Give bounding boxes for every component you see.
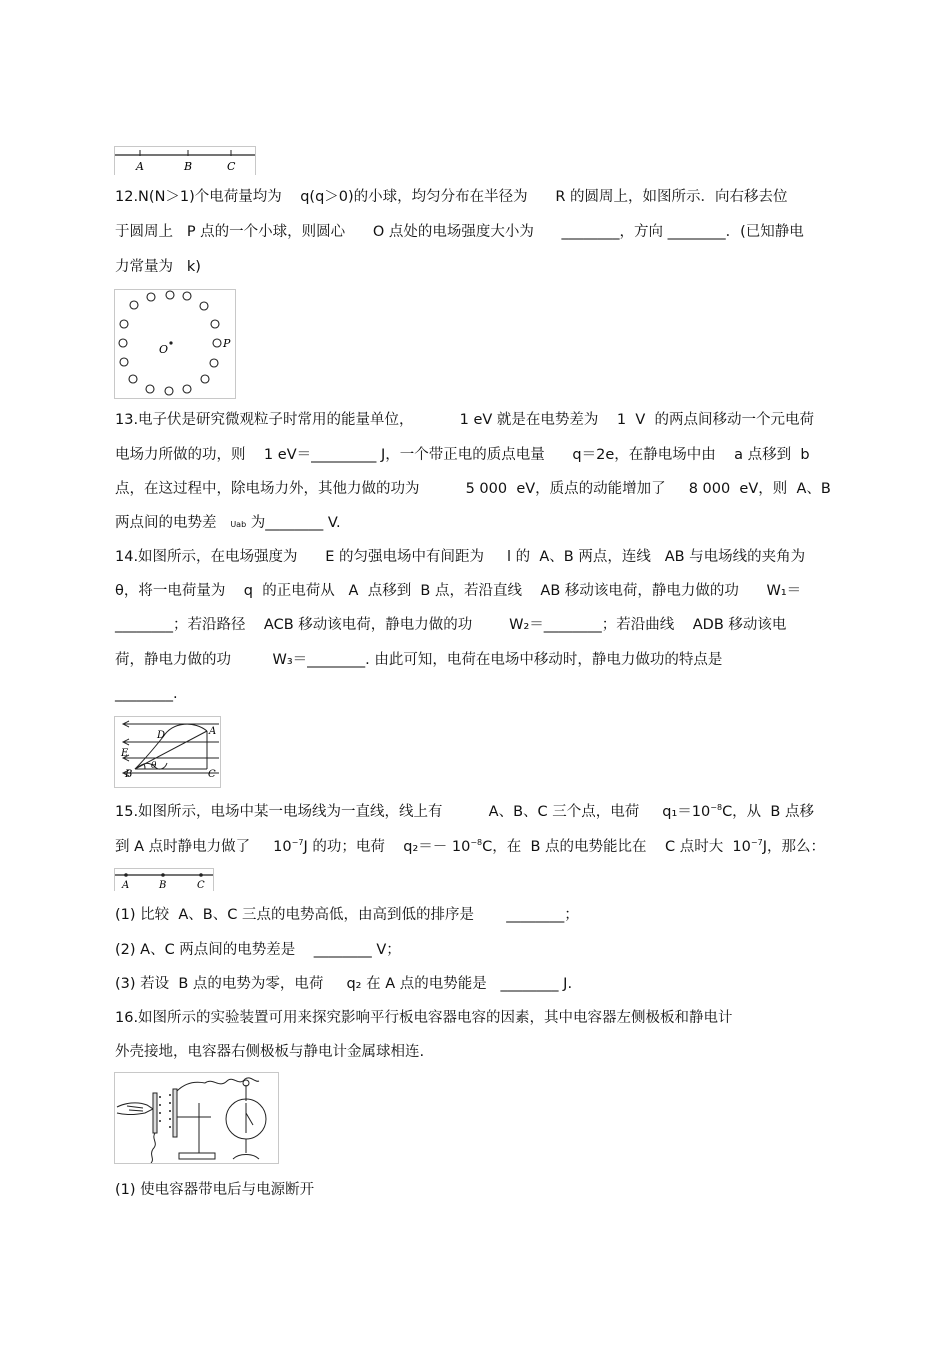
point-label-p: P [223,337,231,350]
q12-line2: 于圆周上 P 点的一个小球，则圆心 O 点处的电场强度大小为 ________，方向 ________．(已知静电 [115,224,804,240]
label-c: C [197,880,205,891]
label-e: E [121,748,129,759]
q15-line2-text-d: J，那么： [762,839,825,855]
label-a: A [122,880,130,891]
label-a: A [136,160,144,173]
q16-line2: 外壳接地，电容器右侧极板与静电计金属球相连. [115,1044,425,1060]
q12-line3: 力常量为 k) [115,259,201,275]
label-theta: θ [151,761,157,771]
q15-sub1: (1) 比较 A、B、C 三点的电势高低，由高到低的排序是 ________； [115,907,579,923]
q16-sub1: (1) 使电容器带电后与电源断开 [115,1182,315,1198]
figure-line-abc [114,868,214,891]
q13-line1: 13.电子伏是研究微观粒子时常用的能量单位， 1 eV 就是在电势差为 1 V 的两点间移动一个元电荷 [115,412,814,428]
uniform-field-diagram [115,717,220,787]
figure-uniform-field [114,716,221,788]
exponent: −8 [470,838,483,848]
q13-line4-post: 为________ V. [246,515,341,531]
uab-subscript: Uab [230,520,247,529]
exponent: −8 [710,803,723,813]
q15-line2 [115,837,825,857]
q13-line3: 点，在这过程中，除电场力外，其他力做的功为 5 000 eV，质点的动能增加了 8 000 eV，则 A、B [115,481,831,497]
line-diagram-2 [115,869,213,891]
label-b: B [159,880,167,891]
q15-line2-text-a: 到 A 点时静电力做了 10 [115,839,292,855]
q15-line2-text-b: J 的功；电荷 q₂＝－ 10 [303,839,471,855]
q15-line1-text: 15.如图所示，电场中某一电场线为一直线，线上有 A、B、C 三个点，电荷 q₁＝10 [115,804,711,820]
q15-line1 [115,802,814,822]
q15-sub2: (2) A、C 两点间的电势差是 ________ V； [115,942,401,958]
q13-line2: 电场力所做的功，则 1 eV＝_________ J，一个带正电的质点电量 q＝2e，在静电场中由 a 点移到 b [115,447,810,463]
center-label-o: O [159,343,169,356]
capacitor-apparatus [115,1073,278,1163]
label-c: C [208,769,216,780]
figure-circle-charges [114,289,236,399]
q16-line1: 16.如图所示的实验装置可用来探究影响平行板电容器电容的因素，其中电容器左侧极板和静电计 [115,1010,733,1026]
label-b: B [184,160,193,173]
q14-line2: θ，将一电荷量为 q 的正电荷从 A 点移到 B 点，若沿直线 AB 移动该电荷，静电力做的功 W₁＝ [115,583,802,599]
q14-line4: 荷，静电力做的功 W₃＝________. 由此可知，电荷在电场中移动时，静电力做功的特点是 [115,652,723,668]
q13-line4-pre: 两点间的电势差 [115,515,231,531]
figure-line-abc-top [114,146,256,175]
label-b: B [125,769,133,780]
q14-line5: ________. [115,686,178,702]
q15-line2-text-c: C，在 B 点的电势能比在 C 点时大 10 [482,839,751,855]
figure-capacitor-electroscope [114,1072,279,1164]
label-c: C [227,160,236,173]
q15-sub3: (3) 若设 B 点的电势为零，电荷 q₂ 在 A 点的电势能是 ________ J. [115,976,573,992]
q15-line1-text-end: C，从 B 点移 [722,804,814,820]
exponent: −7 [291,838,304,848]
q12-line1: 12.N(N＞1)个电荷量均为 q(q＞0)的小球，均匀分布在半径为 R 的圆周上，如图所示．向右移去位 [115,189,788,205]
line-diagram [115,147,255,175]
circle-of-charges [115,290,235,398]
q14-line1: 14.如图所示，在电场强度为 E 的匀强电场中有间距为 l 的 A、B 两点，连线 AB 与电场线的夹角为 [115,549,806,565]
exponent: −7 [750,838,763,848]
label-a: A [209,726,217,737]
q13-line4 [115,513,341,535]
q14-line3: ________；若沿路径 ACB 移动该电荷，静电力做的功 W₂＝________；若沿曲线 ADB 移动该电 [115,617,787,633]
label-d: D [157,730,166,741]
